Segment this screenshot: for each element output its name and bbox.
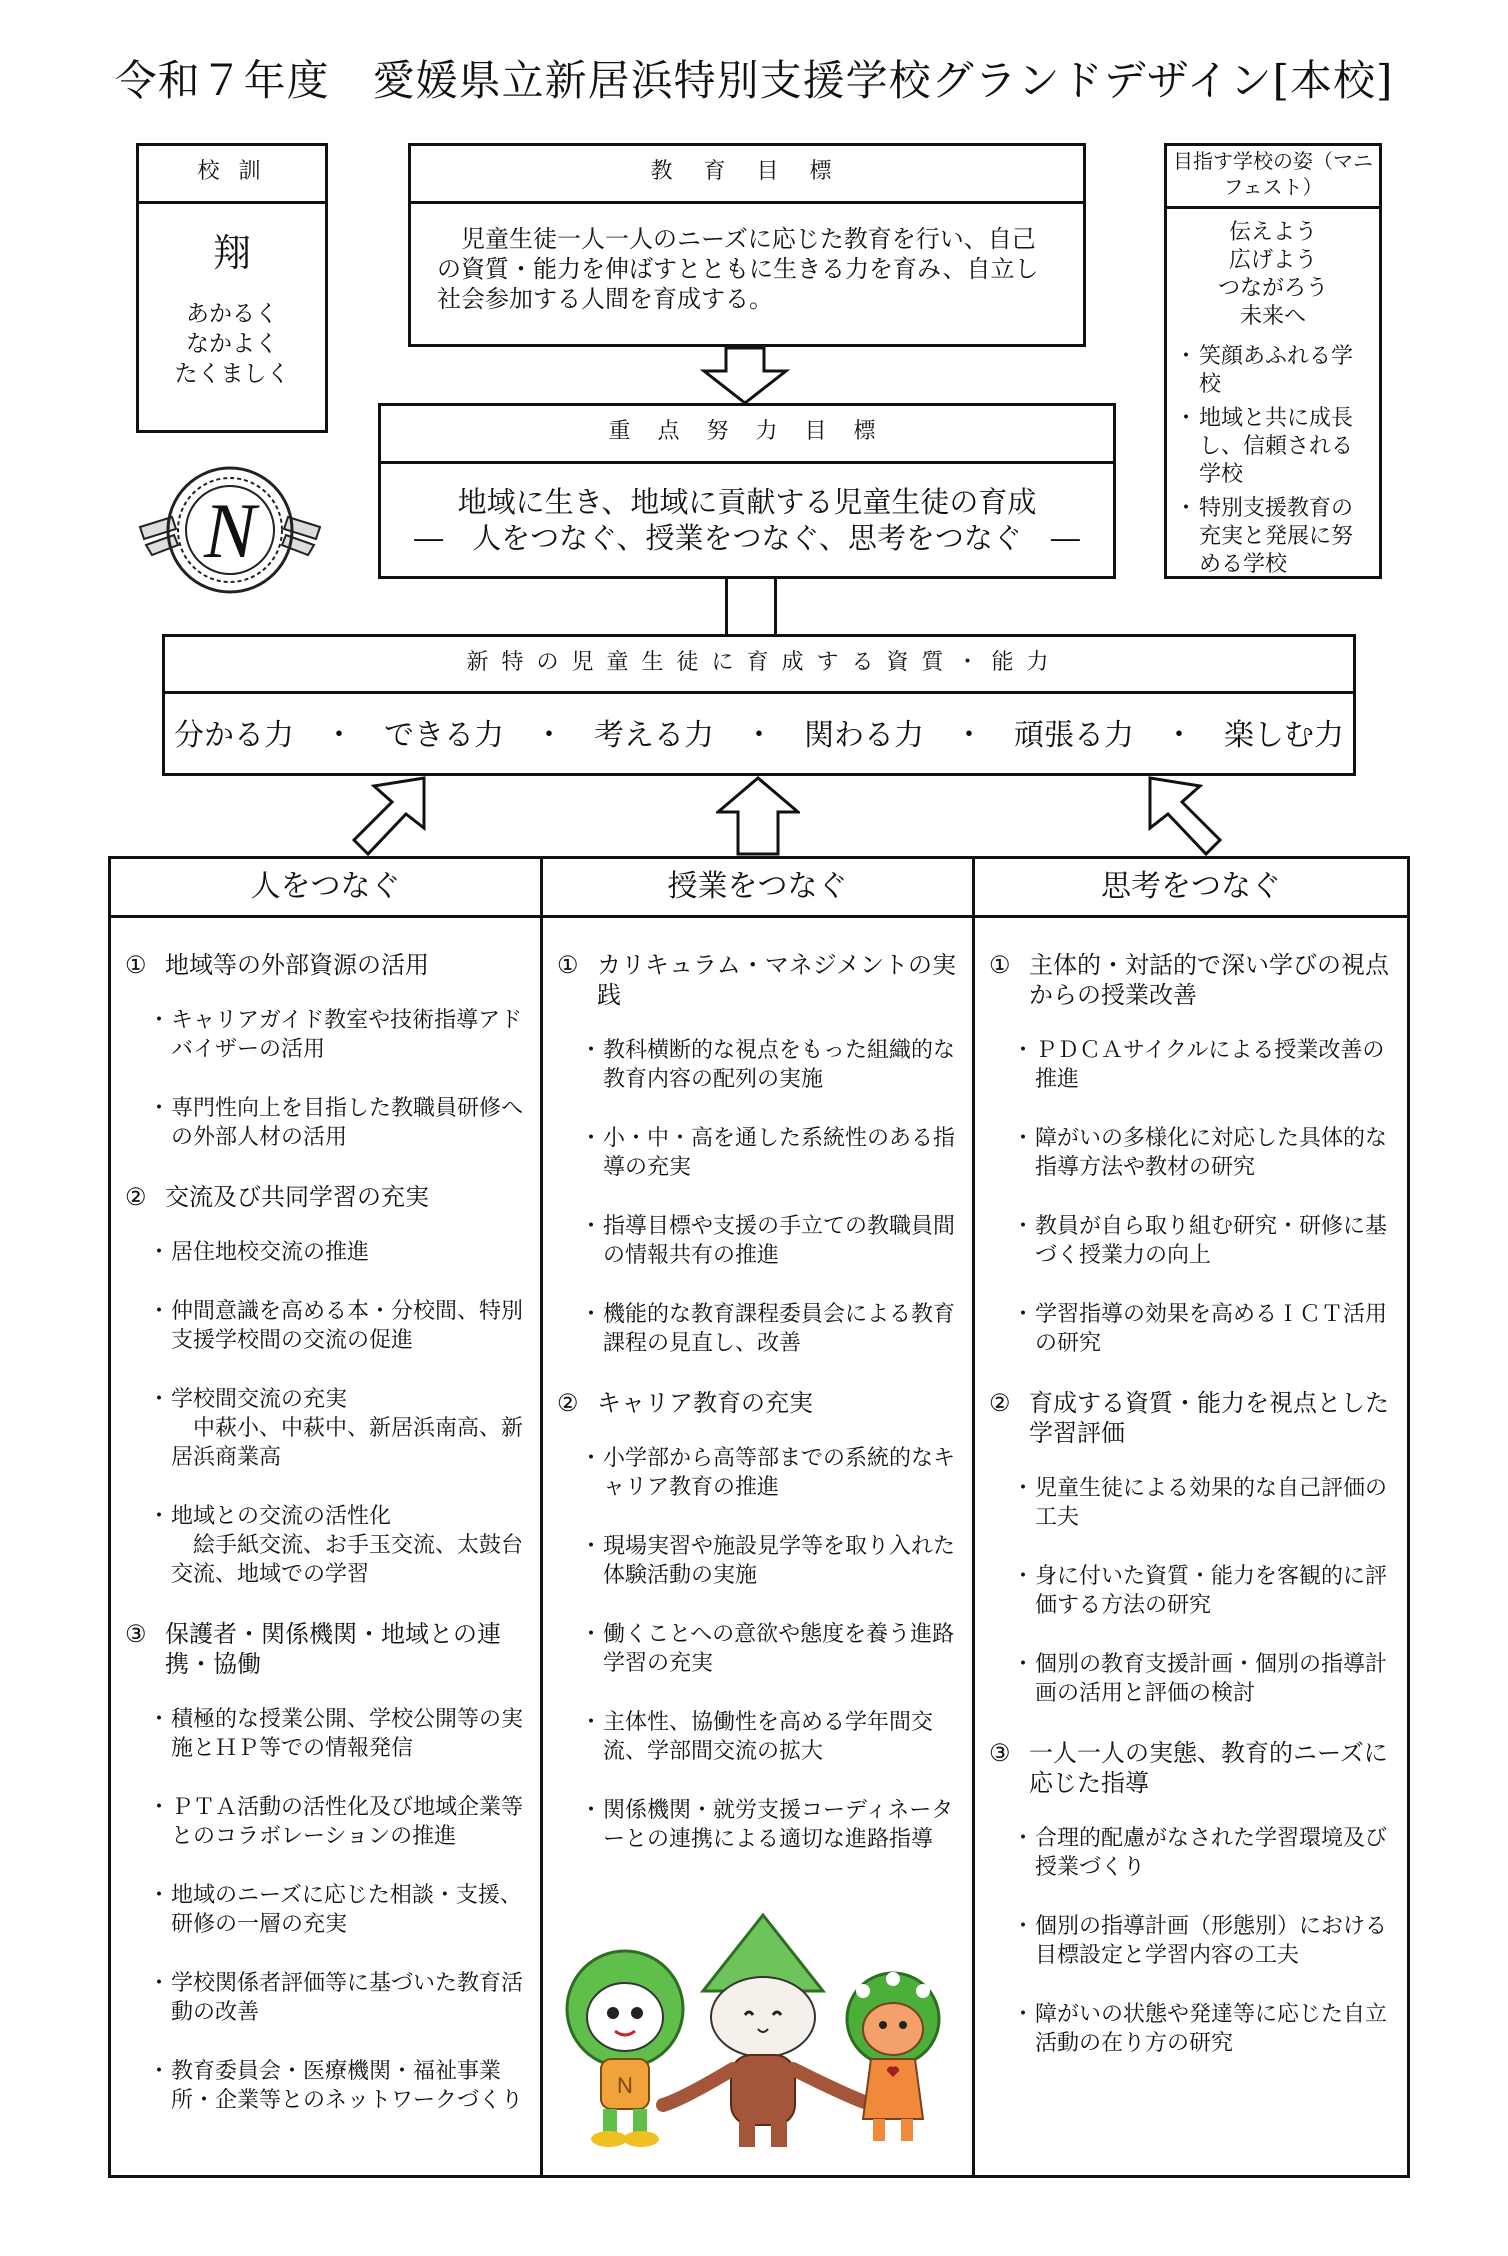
abilities-box [162,634,1356,776]
list-item-text: 働くことへの意欲や態度を養う進路学習の充実 [603,1622,955,1676]
connector-bar [725,579,777,636]
list-item [1011,1124,1399,1182]
list-item-text: 障がいの状態や発達等に応じた自立活動の在り方の研究 [1035,2002,1388,2056]
motto-line: たくましく [174,361,290,387]
bullet-dot: ・ [579,1798,602,1823]
bullet-dot: ・ [1011,1214,1034,1239]
list-item-text: 地域との交流の活性化 絵手紙交流、お手玉交流、太鼓台交流、地域での学習 [171,1504,524,1587]
column-lessons [543,859,975,2175]
manifesto-item [1173,343,1373,399]
list-item-text: 仲間意識を高める本・分校間、特別支援学校間の交流の促進 [171,1299,524,1353]
list-item [579,1796,964,1854]
list-item-text: 機能的な教育課程委員会による教育課程の見直し、改善 [603,1302,956,1356]
list-item-text: 個別の指導計画（形態別）における目標設定と学習内容の工夫 [1035,1914,1388,1968]
bullet-dot: ・ [579,1534,602,1559]
manifesto-list [1167,343,1379,579]
section-number: ② [125,1183,147,1211]
column-body [111,918,540,2115]
up-arrow-left [348,776,438,856]
list-item [147,1793,532,1851]
priority-goal-header: 重 点 努 力 目 標 [381,406,1113,464]
motto-line: あかるく [186,301,278,327]
list-item-text: 学校間交流の充実 中萩小、中萩中、新居浜南高、新居浜商業高 [171,1387,524,1470]
bullet-dot: ・ [579,1038,602,1063]
bullet-dot: ・ [1174,344,1197,369]
list-item [1011,1212,1399,1270]
priority-goal-line2: ― 人をつなぐ、授業をつなぐ、思考をつなぐ ― [414,521,1080,555]
motto-kanji: 翔 [212,231,251,275]
motto-box [136,143,328,433]
section-number: ③ [989,1739,1011,1767]
bullet-dot: ・ [1174,406,1197,431]
list-item [1011,2000,1399,2058]
list-item [147,1705,532,1763]
motto-header: 校 訓 [139,146,325,204]
motto-lines [139,299,325,389]
bullet-dot: ・ [1011,1914,1034,1939]
bullet-dot: ・ [1011,1476,1034,1501]
bullet-dot: ・ [579,1446,602,1471]
list-item-text: 学校関係者評価等に基づいた教育活動の改善 [171,1971,524,2025]
bullet-dot: ・ [1011,2002,1034,2027]
section-title: 育成する資質・能力を視点とした学習評価 [1029,1389,1389,1447]
list-item [579,1620,964,1678]
bullet-dot: ・ [147,1387,170,1412]
column-title: 思考をつなぐ [975,859,1407,918]
manifesto-slogans [1167,219,1379,331]
priority-goal-box [378,403,1116,579]
bullet-dot: ・ [1011,1652,1034,1677]
list-item [579,1532,964,1590]
list-item-text: 合理的配慮がなされた学習環境及び授業づくり [1035,1826,1388,1880]
education-goal-text: 児童生徒一人一人のニーズに応じた教育を行い、自己の資質・能力を伸ばすとともに生きる力を育み、自立し社会参加する人間を育成する。 [437,225,1039,313]
manifesto-slogan: つながろう [1217,276,1328,301]
list-item [1011,1300,1399,1358]
bullet-dot: ・ [579,1622,602,1647]
mascot-left [567,1951,683,2147]
bullet-dot: ・ [1174,496,1197,521]
down-arrow [700,347,790,405]
bullet-dot: ・ [147,1971,170,1996]
section-heading [125,1619,532,1679]
section-number: ① [557,951,579,979]
motto-line: なかよく [186,331,278,357]
list-item-text: 現場実習や施設見学等を取り入れた体験活動の実施 [603,1534,956,1588]
list-item-text: ＰＴＡ活動の活性化及び地域企業等とのコラボレーションの推進 [171,1795,524,1849]
list-item-text: 児童生徒による効果的な自己評価の工夫 [1035,1476,1388,1530]
bullet-dot: ・ [147,1008,170,1033]
bullet-dot: ・ [147,1240,170,1265]
list-item-text: 学習指導の効果を高めるＩＣＴ活用の研究 [1035,1302,1388,1356]
list-item [147,1006,532,1064]
list-item-text: 教育委員会・医療機関・福祉事業所・企業等とのネットワークづくり [171,2059,524,2113]
mascot-right [847,1972,939,2141]
bullet-dot: ・ [1011,1302,1034,1327]
section-heading [989,1388,1399,1448]
list-item-text: 教科横断的な視点をもった組織的な教育内容の配列の実施 [603,1038,956,1092]
list-item-text: 主体性、協働性を高める学年間交流、学部間交流の拡大 [603,1710,934,1764]
up-arrow-right [1136,776,1226,856]
bullet-dot: ・ [579,1302,602,1327]
mascot-badge-letter: N [617,2073,633,2098]
bullet-dot: ・ [147,1299,170,1324]
education-goal-header: 教 育 目 標 [411,146,1083,204]
abilities-header: 新 特 の 児 童 生 徒 に 育 成 す る 資 質 ・ 能 力 [165,637,1353,694]
bullet-dot: ・ [1011,1126,1034,1151]
list-item [1011,1824,1399,1882]
section-title: カリキュラム・マネジメントの実践 [597,951,957,1009]
list-item-text: 身に付いた資質・能力を客観的に評価する方法の研究 [1035,1564,1388,1618]
up-arrow-center [716,776,800,856]
school-emblem [132,455,328,605]
section-heading [557,1388,964,1418]
list-item [1011,1036,1399,1094]
list-item [147,1969,532,2027]
list-item-text: ＰＤＣＡサイクルによる授業改善の推進 [1035,1038,1385,1092]
column-title: 授業をつなぐ [543,859,972,918]
mascots-illustration [553,1909,963,2159]
section-title: 保護者・関係機関・地域との連携・協働 [165,1620,501,1678]
bullet-dot: ・ [147,1883,170,1908]
manifesto-box [1164,143,1382,579]
section-number: ③ [125,1620,147,1648]
section-number: ① [989,951,1011,979]
list-item-text: 障がいの多様化に対応した具体的な指導方法や教材の研究 [1035,1126,1388,1180]
section-heading [557,950,964,1010]
list-item [147,1502,532,1589]
section-number: ① [125,951,147,979]
manifesto-slogan: 伝えよう [1228,220,1317,245]
list-item [147,1881,532,1939]
bullet-dot: ・ [147,1707,170,1732]
list-item [147,1094,532,1152]
list-item [579,1124,964,1182]
bullet-dot: ・ [579,1214,602,1239]
list-item-text: 指導目標や支援の手立ての教職員間の情報共有の推進 [603,1214,956,1268]
list-item-text: 小学部から高等部までの系統的なキャリア教育の推進 [603,1446,956,1500]
page-title: 令和７年度 愛媛県立新居浜特別支援学校グランドデザイン[本校] [114,56,1394,105]
bullet-dot: ・ [1011,1564,1034,1589]
bullet-dot: ・ [1011,1038,1034,1063]
strategy-table [108,856,1410,2178]
bullet-dot: ・ [147,2059,170,2084]
manifesto-item [1173,495,1373,579]
list-item-text: 個別の教育支援計画・個別の指導計画の活用と評価の検討 [1035,1652,1388,1706]
list-item [1011,1474,1399,1532]
section-heading [989,950,1399,1010]
section-heading [125,950,532,980]
section-title: キャリア教育の充実 [597,1389,813,1417]
section-heading [989,1738,1399,1798]
section-heading [125,1182,532,1212]
list-item-text: 関係機関・就労支援コーディネーターとの連携による適切な進路指導 [603,1798,954,1852]
mascot-center [663,1915,873,2147]
manifesto-item [1173,405,1373,489]
bullet-dot: ・ [579,1710,602,1735]
bullet-dot: ・ [147,1096,170,1121]
bullet-dot: ・ [147,1504,170,1529]
list-item [579,1300,964,1358]
list-item-text: キャリアガイド教室や技術指導アドバイザーの活用 [171,1008,523,1062]
column-title: 人をつなぐ [111,859,540,918]
manifesto-item-text: 特別支援教育の充実と発展に努める学校 [1199,496,1354,577]
section-title: 交流及び共同学習の充実 [165,1183,429,1211]
section-title: 主体的・対話的で深い学びの視点からの授業改善 [1029,951,1389,1009]
list-item [147,2057,532,2115]
list-item [579,1708,964,1766]
section-title: 一人一人の実態、教育的ニーズに応じた指導 [1029,1739,1388,1797]
manifesto-item-text: 笑顔あふれる学校 [1199,344,1354,397]
bullet-dot: ・ [1011,1826,1034,1851]
list-item [579,1212,964,1270]
list-item [1011,1912,1399,1970]
list-item-text: 専門性向上を目指した教職員研修への外部人材の活用 [171,1096,524,1150]
column-body [543,918,972,1854]
list-item [147,1238,532,1267]
manifesto-item-text: 地域と共に成長し、信頼される学校 [1199,406,1354,487]
priority-goal-line1: 地域に生き、地域に貢献する児童生徒の育成 [457,485,1037,519]
list-item [147,1385,532,1472]
column-thinking [975,859,1407,2175]
abilities-text: 分かる力 ・ できる力 ・ 考える力 ・ 関わる力 ・ 頑張る力 ・ 楽しむ力 [174,718,1344,753]
manifesto-header: 目指す学校の姿（マニフェスト） [1167,146,1379,209]
list-item-text: 地域のニーズに応じた相談・支援、研修の一層の充実 [171,1883,522,1937]
bullet-dot: ・ [147,1795,170,1820]
list-item [579,1036,964,1094]
column-people [111,859,543,2175]
manifesto-slogan: 広げよう [1228,248,1317,273]
manifesto-slogan: 未来へ [1239,304,1306,329]
list-item-text: 教員が自ら取り組む研究・研修に基づく授業力の向上 [1035,1214,1388,1268]
list-item [579,1444,964,1502]
section-number: ② [989,1389,1011,1417]
list-item [147,1297,532,1355]
list-item-text: 積極的な授業公開、学校公開等の実施とＨＰ等での情報発信 [171,1707,524,1761]
education-goal-box [408,143,1086,347]
emblem-letter: N [203,487,257,574]
list-item-text: 居住地校交流の推進 [171,1240,370,1265]
section-title: 地域等の外部資源の活用 [165,951,429,979]
column-body [975,918,1407,2058]
list-item [1011,1562,1399,1620]
bullet-dot: ・ [579,1126,602,1151]
list-item-text: 小・中・高を通した系統性のある指導の充実 [603,1126,956,1180]
list-item [1011,1650,1399,1708]
section-number: ② [557,1389,579,1417]
